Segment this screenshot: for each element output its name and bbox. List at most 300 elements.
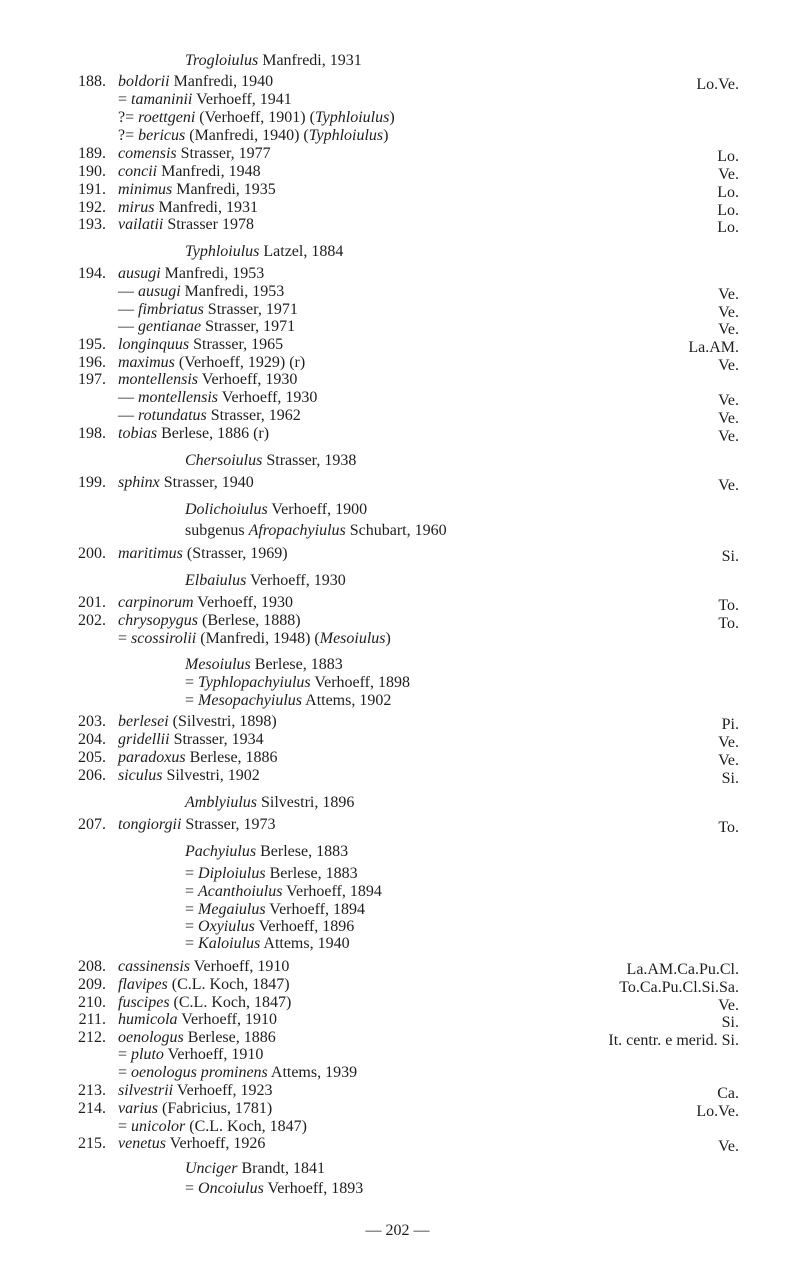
taxon-name: cassinensis [118,958,190,975]
author-text: Berlese, 1883 [256,843,349,860]
species-line [0,1100,795,1118]
distribution-code: Ve. [718,734,739,751]
author-text: ?= [118,127,139,144]
author-text: Verhoeff, 1910 [163,1046,264,1063]
author-text: = [185,1180,199,1197]
entry-number: 196. [78,354,106,371]
taxon-name: Chersoiulus [185,452,263,469]
distribution-code: Ve. [718,410,739,427]
distribution-code: Ve. [718,357,739,374]
entry-number: 208. [78,958,106,975]
author-text: Latzel, 1884 [259,243,344,260]
subspecies-line [0,283,795,301]
author-text: ) [383,127,389,144]
entry-text [118,994,291,1012]
author-text: Verhoeff, 1930 [218,389,318,406]
author-text: Verhoeff, 1930 [198,371,298,388]
genus-line [0,692,795,710]
distribution-code: Ve. [718,997,739,1014]
author-text: Verhoeff, 1930 [193,594,293,611]
entry-text [185,843,348,861]
entry-text [185,1160,325,1178]
species-line [0,816,795,834]
species-line [0,976,795,994]
distribution-code: To. [718,597,739,614]
taxon-name: rotundatus [138,407,207,424]
author-text: (Manfredi, 1940) ( [185,127,309,144]
entry-number: 215. [78,1135,106,1152]
taxon-name: oenologus prominens [131,1064,268,1081]
author-text: (Verhoeff, 1901) ( [195,109,315,126]
distribution-code: Ve. [718,166,739,183]
author-text: = [185,692,199,709]
subgenus-line [0,522,795,540]
author-text: — [118,301,138,318]
author-text: Schubart, 1960 [345,522,447,539]
entry-text [118,301,298,319]
author-text: = [118,1046,132,1063]
entry-number: 195. [78,336,106,353]
synonym-line [0,1118,795,1136]
author-text: Manfredi, 1931 [154,199,258,216]
entry-text [185,883,382,901]
taxon-name: montellensis [138,389,218,406]
author-text: Verhoeff, 1910 [177,1011,277,1028]
taxon-name: Pachyiulus [185,843,257,860]
species-line [0,1082,795,1100]
distribution-code: Ve. [718,1138,739,1155]
distribution-code: Si. [721,548,739,565]
species-line [0,958,795,976]
entry-text [118,127,388,145]
entry-number: 191. [78,181,106,198]
author-text: ?= [118,109,139,126]
author-text: Manfredi, 1931 [258,52,362,69]
entry-number: 192. [78,199,106,216]
genus-line [0,935,795,953]
distribution-code: To. [718,819,739,836]
taxon-name: Elbaiulus [185,572,247,589]
taxon-name: carpinorum [118,594,194,611]
entry-text [118,767,260,785]
entry-text [185,674,410,692]
author-text: Berlese, 1883 [265,865,358,882]
entry-text [185,52,362,70]
author-text: (Verhoeff, 1929) (r) [174,354,306,371]
taxon-name: montellensis [118,371,198,388]
author-text: = [185,865,199,882]
author-text: Verhoeff, 1923 [173,1082,273,1099]
species-line [0,594,795,612]
taxon-name: maritimus [118,545,183,562]
subspecies-line [0,407,795,425]
taxon-name: Acanthoiulus [198,883,283,900]
genus-line [0,674,795,692]
entry-text [185,935,350,953]
entry-text [185,918,354,936]
taxon-name: berlesei [118,713,169,730]
entry-text [118,109,395,127]
author-text: Silvestri, 1902 [162,767,260,784]
entry-text [118,163,261,181]
synonym-line [0,1064,795,1082]
taxon-name: venetus [118,1135,166,1152]
entry-text [185,794,354,812]
distribution-code: Lo. [717,184,739,201]
author-text: Verhoeff, 1894 [282,883,382,900]
taxon-name: Typhlopachyiulus [198,674,311,691]
entry-number: 188. [78,73,106,90]
distribution-code: Lo. [717,148,739,165]
taxon-name: chrysopygus [118,612,198,629]
distribution-code: Ve. [718,428,739,445]
entry-text [118,594,293,612]
entry-number: 212. [78,1029,106,1046]
entry-text [118,1100,272,1118]
distribution-code: Ve. [718,321,739,338]
distribution-code: Lo. [717,219,739,236]
taxon-name: pluto [131,1046,164,1063]
entry-text [118,731,264,749]
entry-number: 190. [78,163,106,180]
genus-line [0,501,795,519]
taxon-name: ausugi [118,265,161,282]
synonym-line [0,630,795,648]
author-text: Verhoeff, 1941 [192,91,292,108]
taxon-name: Typhloiulus [308,127,384,144]
genus-line [0,901,795,919]
species-line [0,545,795,563]
author-text: Strasser, 1973 [181,816,276,833]
entry-text [118,91,292,109]
taxon-name: longinquus [118,336,190,353]
entry-text [118,1082,273,1100]
entry-text [118,73,273,91]
species-line [0,425,795,443]
entry-text [118,1046,263,1064]
author-text: Attems, 1902 [302,692,392,709]
taxon-name: roettgeni [138,109,196,126]
subspecies-line [0,318,795,336]
taxon-name: bericus [138,127,186,144]
taxon-name: flavipes [118,976,168,993]
distribution-code: Ve. [718,392,739,409]
taxon-name: Kaloiulus [198,935,261,952]
taxon-name: concii [118,163,158,180]
genus-line [0,794,795,812]
distribution-code: Si. [721,770,739,787]
entry-text [118,336,283,354]
entry-number: 198. [78,425,106,442]
genus-line [0,918,795,936]
taxon-name: Afropachyiulus [248,522,346,539]
species-line [0,181,795,199]
entry-text [118,816,275,834]
entry-text [185,901,365,919]
author-text: (Fabricius, 1781) [158,1100,273,1117]
entry-text [118,630,391,648]
species-line [0,73,795,91]
entry-text [118,1011,277,1029]
taxon-name: comensis [118,145,177,162]
species-line [0,474,795,492]
author-text: Strasser, 1965 [189,336,284,353]
genus-line [0,843,795,861]
taxon-name: gentianae [138,318,202,335]
species-line [0,163,795,181]
species-line [0,713,795,731]
species-line [0,199,795,217]
author-text: — [118,318,138,335]
distribution-code: La.AM. [688,339,739,356]
taxon-name: Mesopachyiulus [198,692,303,709]
entry-text [118,407,301,425]
synonym-line [0,91,795,109]
taxon-name: siculus [118,767,163,784]
author-text: Manfredi, 1940 [169,73,274,90]
species-line [0,994,795,1012]
taxon-name: Oxyiulus [198,918,255,935]
taxon-name: fuscipes [118,994,170,1011]
author-text: (C.L. Koch, 1847) [167,976,290,993]
author-text: (Strasser, 1969) [182,545,288,562]
author-text: Manfredi, 1948 [157,163,261,180]
entry-text [118,474,254,492]
taxon-name: tongiorgii [118,816,182,833]
entry-number: 214. [78,1100,106,1117]
entry-text [118,283,284,301]
taxon-name: Typhloiulus [185,243,260,260]
author-text: Verhoeff, 1900 [267,501,368,518]
author-text: Manfredi, 1953 [180,283,285,300]
distribution-code: Ve. [718,752,739,769]
genus-line [0,452,795,470]
author-text: Verhoeff, 1896 [254,918,355,935]
author-text: = [118,91,132,108]
genus-line [0,52,795,70]
entry-text [185,522,447,540]
entry-text [118,318,295,336]
distribution-code: To.Ca.Pu.Cl.Si.Sa. [619,979,739,996]
taxon-name: mirus [118,199,155,216]
taxon-name: fimbriatus [138,301,204,318]
taxon-name: sphinx [118,474,160,491]
author-text: subgenus [185,522,249,539]
distribution-code: Si. [721,1014,739,1031]
author-text: Attems, 1939 [267,1064,358,1081]
author-text: — [118,283,138,300]
taxon-name: Oncoiulus [198,1180,264,1197]
author-text: (Berlese, 1888) [197,612,301,629]
species-line [0,145,795,163]
distribution-code: Lo. [717,202,739,219]
subspecies-line [0,301,795,319]
entry-text [185,1180,363,1198]
entry-text [118,199,258,217]
page-number: — 202 — [365,1222,430,1239]
author-text: Strasser, 1971 [201,318,296,335]
author-text: Manfredi, 1935 [172,181,276,198]
entry-number: 200. [78,545,106,562]
entry-text [185,865,358,883]
author-text: Verhoeff, 1893 [263,1180,364,1197]
entry-text [185,452,356,470]
distribution-code: Lo.Ve. [696,1103,739,1120]
author-text: Silvestri, 1896 [257,794,355,811]
species-line [0,612,795,630]
taxon-name: Dolichoiulus [185,501,268,518]
author-text: Brandt, 1841 [237,1160,325,1177]
author-text: = [185,901,199,918]
taxon-name: paradoxus [118,749,186,766]
entry-number: 206. [78,767,106,784]
author-text: Berlese, 1883 [250,656,343,673]
entry-number: 201. [78,594,106,611]
species-line [0,767,795,785]
entry-text [118,145,271,163]
genus-line [0,1180,795,1198]
genus-line [0,572,795,590]
author-text: Verhoeff, 1894 [265,901,365,918]
taxon-name: oenologus [118,1029,184,1046]
author-text: ) [389,109,395,126]
author-text: Strasser 1978 [163,216,254,233]
distribution-code: Ve. [718,286,739,303]
genus-line [0,883,795,901]
entry-number: 209. [78,976,106,993]
author-text: = [185,883,199,900]
taxon-name: Mesoiulus [185,656,251,673]
taxon-name: tobias [118,425,158,442]
author-text: — [118,407,138,424]
entry-text [118,371,297,389]
author-text: Berlese, 1886 [185,749,278,766]
author-text: = [185,918,199,935]
synonym-line [0,1046,795,1064]
species-line [0,354,795,372]
entry-text [185,656,343,674]
entry-number: 202. [78,612,106,629]
entry-text [118,389,317,407]
distribution-code: La.AM.Ca.Pu.Cl. [626,961,739,978]
author-text: Strasser, 1934 [169,731,264,748]
author-text: = [185,674,199,691]
author-text: Strasser, 1971 [203,301,298,318]
entry-number: 211. [78,1011,106,1028]
synonym-line [0,109,795,127]
taxon-name: minimus [118,181,173,198]
taxon-name: Unciger [185,1160,238,1177]
taxon-name: maximus [118,354,175,371]
author-text: ) [385,630,391,647]
entry-text [118,612,301,630]
taxon-name: scossirolii [131,630,197,647]
author-text: Strasser, 1940 [159,474,254,491]
taxon-name: varius [118,1100,158,1117]
author-text: Strasser, 1977 [176,145,271,162]
author-text: Berlese, 1886 [183,1029,276,1046]
author-text: — [118,389,138,406]
entry-number: 210. [78,994,106,1011]
taxon-name: Trogloiulus [185,52,259,69]
entry-number: 194. [78,265,106,282]
species-line [0,1011,795,1029]
distribution-code: Pi. [721,716,739,733]
entry-text [118,976,290,994]
entry-text [118,354,305,372]
taxon-name: Typhloiulus [314,109,390,126]
entry-text [185,692,391,710]
author-text: Strasser, 1962 [206,407,301,424]
distribution-code: To. [718,615,739,632]
author-text: (Silvestri, 1898) [168,713,277,730]
author-text: = [185,935,199,952]
genus-line [0,1160,795,1178]
author-text: Verhoeff, 1926 [165,1135,266,1152]
entry-number: 207. [78,816,106,833]
distribution-code: Ve. [718,304,739,321]
entry-text [118,1135,265,1153]
taxon-name: boldorii [118,73,170,90]
entry-text [118,713,277,731]
species-line [0,749,795,767]
entry-number: 193. [78,216,106,233]
taxon-name: gridellii [118,731,170,748]
entry-number: 213. [78,1082,106,1099]
entry-text [185,572,346,590]
author-text: Verhoeff, 1898 [310,674,410,691]
entry-number: 203. [78,713,106,730]
entry-number: 204. [78,731,106,748]
taxon-name: tamaninii [131,91,193,108]
taxon-name: Mesoiulus [319,630,386,647]
entry-text [118,425,269,443]
genus-line [0,865,795,883]
species-line [0,265,795,283]
author-text: (C.L. Koch, 1847) [169,994,292,1011]
entry-text [118,749,278,767]
entry-text [185,501,367,519]
species-line [0,1135,795,1153]
entry-text [118,265,264,283]
author-text: Manfredi, 1953 [160,265,265,282]
taxon-name: unicolor [131,1118,186,1135]
species-line [0,216,795,234]
entry-text [118,216,254,234]
entry-text [118,1029,276,1047]
author-text: Verhoeff, 1910 [190,958,290,975]
entry-number: 199. [78,474,106,491]
author-text: Strasser, 1938 [262,452,357,469]
distribution-code: It. centr. e merid. Si. [608,1032,739,1049]
taxon-name: vailatii [118,216,164,233]
distribution-code: Ve. [718,477,739,494]
author-text: (Manfredi, 1948) ( [196,630,320,647]
genus-line [0,243,795,261]
synonym-line [0,127,795,145]
entry-text [118,545,288,563]
taxon-name: humicola [118,1011,178,1028]
entry-text [185,243,343,261]
taxon-name: ausugi [138,283,181,300]
species-line [0,336,795,354]
author-text: = [118,1064,132,1081]
species-line [0,731,795,749]
author-text: = [118,1118,132,1135]
distribution-code: Lo.Ve. [696,76,739,93]
taxon-name: Amblyiulus [185,794,257,811]
taxon-name: silvestrii [118,1082,174,1099]
